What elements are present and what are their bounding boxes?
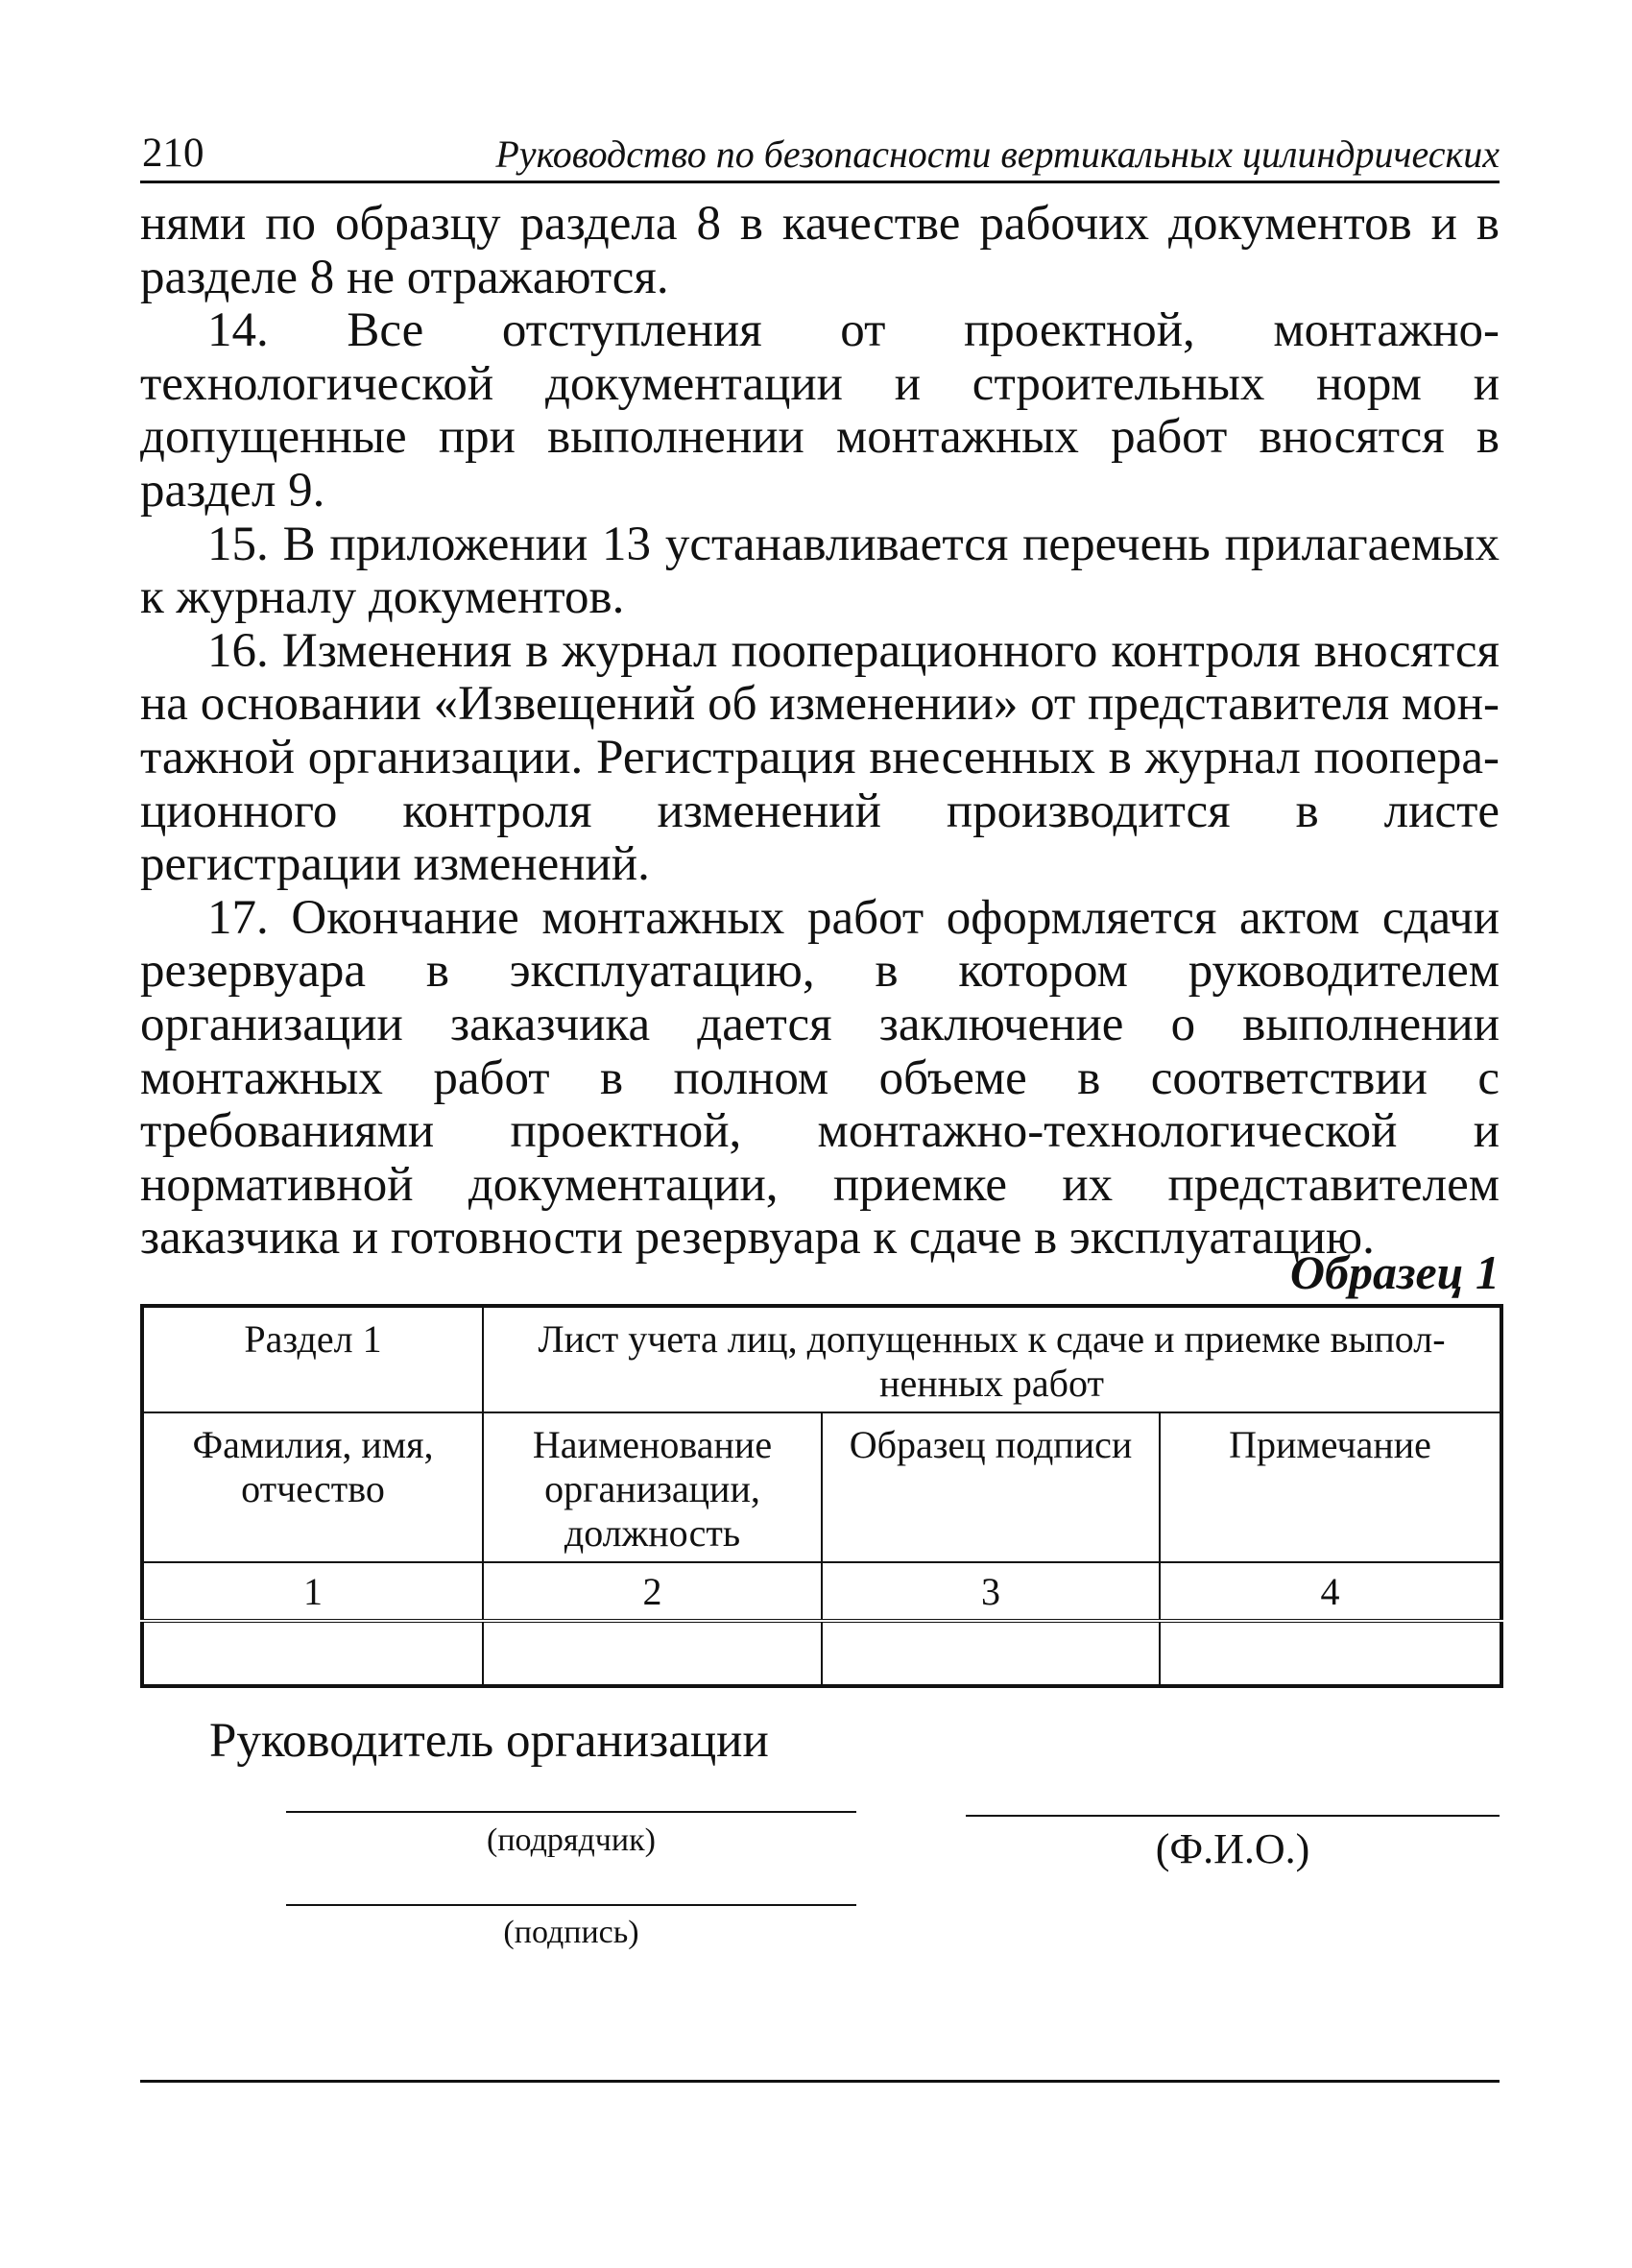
table-cell (142, 1621, 483, 1686)
table-cell (822, 1621, 1160, 1686)
table-cell (1160, 1621, 1501, 1686)
column-number: 1 (142, 1562, 483, 1621)
contractor-line (286, 1811, 856, 1813)
page-header (140, 121, 1500, 183)
column-header-signature: Образец подписи (822, 1412, 1160, 1562)
personnel-form-table (140, 1304, 1503, 1688)
paragraph-14: 14. Все отступления от проектной, монтажно-технологической документации и строительных норм и допущенные при выполнении монтажных работ вносятся в раздел 9. (140, 303, 1500, 518)
table-title-row (142, 1306, 1501, 1412)
sheet-title-cell: Лист учета лиц, допущенных к сдаче и приемке выполненных работ (483, 1306, 1501, 1412)
column-header-note: Примечание (1160, 1412, 1501, 1562)
signature-line (286, 1904, 856, 1906)
sample-label: Образец 1 (1289, 1245, 1500, 1299)
signature-caption: (подпись) (503, 1915, 639, 1950)
table-row (142, 1621, 1501, 1686)
paragraph-15: 15. В приложении 13 устанавливается перечень прилагаемых к журналу документов. (140, 517, 1500, 625)
column-header-name: Фамилия, имя, отчество (142, 1412, 483, 1562)
name-line (966, 1815, 1500, 1817)
column-header-organization: Наименование организации, должность (483, 1412, 822, 1562)
body-text (140, 198, 1500, 1266)
table-header-row (142, 1412, 1501, 1562)
paragraph-continuation: нями по образцу раздела 8 в качестве рабочих документов и в разделе 8 не отражаются. (140, 197, 1500, 304)
paragraph-16: 16. Изменения в журнал пооперационного контроля вносятся на основании «Извещений об изменении» от представителя монтажной организации. Регистрация внесенных в журнал пооперационного контроля изменений производится в листе регистрации изменений. (140, 623, 1500, 892)
section-cell: Раздел 1 (142, 1306, 483, 1412)
contractor-caption: (подрядчик) (487, 1822, 656, 1858)
page-number: 210 (142, 131, 204, 176)
column-number: 2 (483, 1562, 822, 1621)
running-title: Руководство по безопасности вертикальных цилиндрических (495, 133, 1500, 176)
paragraph-17: 17. Окончание монтажных работ оформляется актом сдачи резервуара в эксплуатацию, в котором руководителем организации заказчика дается заключение о выполнении монтажных работ в полном объеме в соответствии с требованиями проектной, монтажно-технологической и нормативной документации, приемке их представителем заказчика и готовности резервуара к сдаче в эксплуатацию. (140, 890, 1500, 1266)
table-number-row (142, 1562, 1501, 1621)
table-cell (483, 1621, 822, 1686)
signature-heading: Руководитель организации (209, 1714, 769, 1768)
name-caption: (Ф.И.О.) (1155, 1825, 1310, 1872)
footer-rule (140, 2080, 1500, 2083)
column-number: 3 (822, 1562, 1160, 1621)
column-number: 4 (1160, 1562, 1501, 1621)
